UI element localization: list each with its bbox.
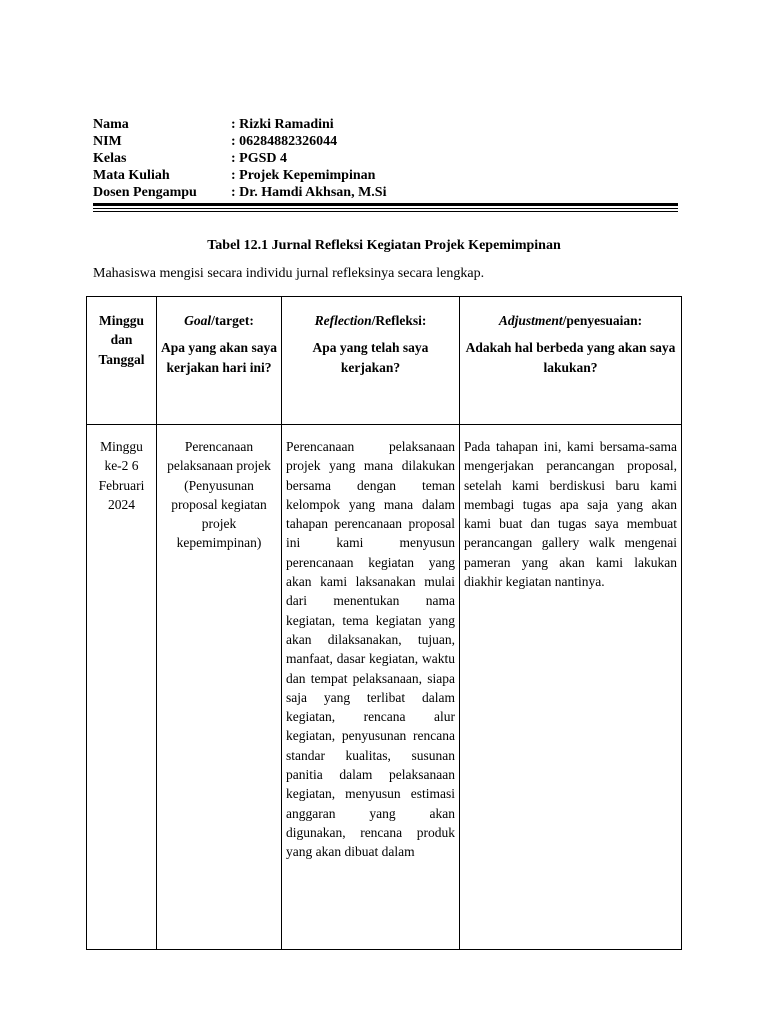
cell-week-date: Minggu ke-2 6 Februari 2024 (87, 425, 157, 950)
header-week-date (87, 297, 157, 425)
header-subtitle: Apa yang akan saya kerjakan hari ini? (161, 340, 277, 375)
header-divider-thick (93, 203, 678, 206)
header-divider-thin (93, 211, 678, 212)
info-value: : Projek Kepemimpinan (231, 168, 376, 183)
info-row-lecturer (93, 184, 386, 201)
info-label: Dosen Pengampu (93, 185, 197, 200)
table-row (87, 425, 682, 950)
header-label (315, 313, 427, 328)
instruction-text: Mahasiswa mengisi secara individu jurnal refleksinya secara lengkap. (93, 266, 485, 281)
header-label-rest: /target: (211, 313, 254, 328)
info-row-nim (93, 133, 386, 150)
table-header-row (87, 297, 682, 425)
header-label-italic: Adjustment (498, 313, 563, 328)
header-label (499, 313, 642, 328)
header-label-rest: /Refleksi: (371, 313, 427, 328)
info-value: : Dr. Hamdi Akhsan, M.Si (231, 185, 387, 200)
header-label-italic: Goal (184, 313, 212, 328)
reflection-journal-table (86, 296, 682, 950)
cell-reflection: Perencanaan pelaksanaan projek yang mana dilakukan bersama dengan teman kelompok yang mana dalam tahapan perencanaan proposal ini kami menyusun perencanaan kegiatan yang akan kami laksanakan mulai dari menentukan nama kegiatan, tema kegiatan yang akan dilaksanakan, tujuan, manfaat, dasar kegiatan, waktu dan tempat pelaksanaan, siapa saja yang terlibat dalam kegiatan, rencana alur kegiatan, penyusunan rencana standar kualitas, susunan panitia dalam pelaksanaan kegiatan, menyusun estimasi anggaran yang akan digunakan, rencana produk yang akan dibuat dalam (282, 425, 460, 950)
header-label: Minggu dan Tanggal (98, 313, 145, 367)
header-goal (157, 297, 282, 425)
header-subtitle: Adakah hal berbeda yang akan saya lakukan? (465, 340, 676, 375)
info-row-class (93, 150, 386, 167)
info-label: Kelas (93, 151, 127, 166)
info-label: NIM (93, 134, 122, 149)
info-value: : Rizki Ramadini (231, 117, 334, 132)
cell-goal: Perencanaan pelaksanaan projek (Penyusunan proposal kegiatan projek kepemimpinan) (157, 425, 282, 950)
header-label-italic: Reflection (314, 313, 372, 328)
header-adjustment (460, 297, 682, 425)
cell-adjustment: Pada tahapan ini, kami bersama-sama mengerjakan perancangan proposal, setelah kami berdiskusi baru kami membagi tugas apa saja yang akan kami buat dan tugas saya membuat perancangan gallery walk mengenai pameran yang akan kami lakukan diakhir kegiatan nantinya. (460, 425, 682, 950)
info-value: : PGSD 4 (231, 151, 287, 166)
info-label: Nama (93, 117, 129, 132)
header-label (184, 313, 254, 328)
info-value: : 06284882326044 (231, 134, 338, 149)
header-divider-thin (93, 208, 678, 209)
header-reflection (282, 297, 460, 425)
header-label-rest: /penyesuaian: (562, 313, 643, 328)
header-subtitle: Apa yang telah saya kerjakan? (312, 340, 429, 375)
table-title: Tabel 12.1 Jurnal Refleksi Kegiatan Projek Kepemimpinan (207, 238, 561, 253)
info-row-name (93, 116, 386, 133)
info-label: Mata Kuliah (93, 168, 170, 183)
student-info (93, 116, 386, 201)
info-row-course (93, 167, 386, 184)
